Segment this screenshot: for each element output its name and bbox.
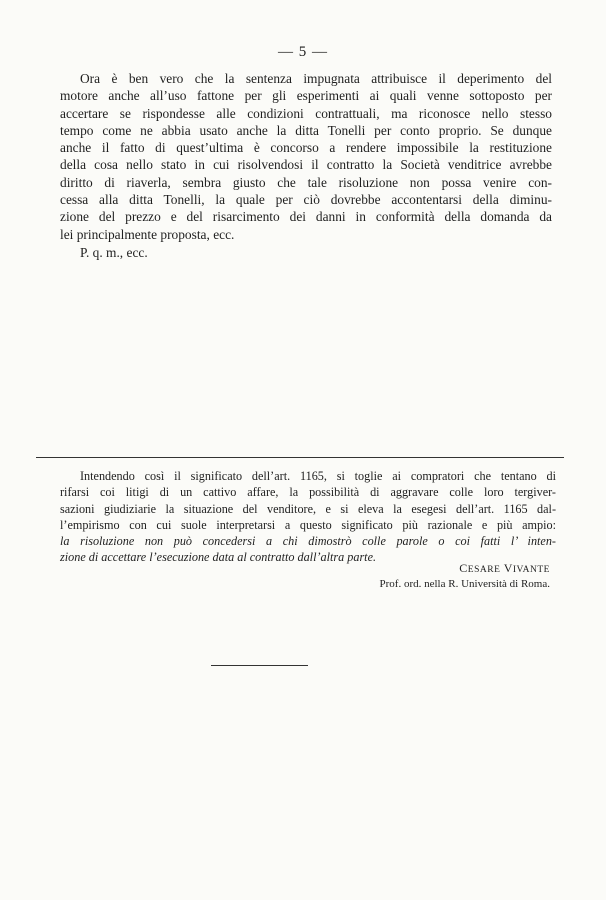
end-rule [211, 665, 308, 666]
text-line: anche il fatto di quest’ultima è concorso a rendere impossibile la restituzione [60, 140, 552, 156]
signature-last-rest: IVANTE [512, 565, 550, 575]
closing-formula: P. q. m., ecc. [80, 244, 148, 260]
text-line: zione del prezzo e del risarcimento dei danni in conformità della domanda da [60, 209, 552, 225]
signature-name [300, 561, 550, 576]
text-line: tempo come ne abbia usato anche la ditta Tonelli per conto proprio. Se dunque [60, 122, 552, 138]
signature-last-initial: V [503, 561, 513, 575]
text-line: lei principalmente proposta, ecc. [60, 226, 235, 242]
page-number: — 5 — [278, 44, 328, 60]
section-divider [36, 457, 564, 458]
annotation-note [60, 468, 556, 566]
signature-title: Prof. ord. nella R. Università di Roma. [379, 578, 550, 590]
signature-first-initial: C [459, 561, 468, 575]
signature-first-rest: ESARE [467, 565, 501, 575]
main-text [60, 70, 552, 261]
text-line: Ora è ben vero che la sentenza impugnata attribuisce il deperimento del [80, 71, 552, 86]
text-line: della cosa nello stato in cui risolvendosi il contratto la Società venditrice avrebbe [60, 157, 552, 173]
note-line: sazioni giudiziarie la situazione del venditore, e si eleva la esegesi dell’art. 1165 dal- [60, 501, 556, 516]
text-line: diritto di riaverla, sembra giusto che tale risoluzione non possa venire con- [60, 174, 552, 190]
note-italic-line: la risoluzione non può concedersi a chi dimostrò colle parole o coi fatti l’ inten- [60, 534, 556, 549]
note-line: l’empirismo con cui suole interpretarsi a questo significato più razionale e più ampio: [60, 517, 556, 532]
text-line: cessa alla ditta Tonelli, la quale per ciò dovrebbe accontentarsi della diminu- [60, 192, 552, 208]
text-line: accertare se rispondesse alle condizioni contrattuali, ma riconosce nello stesso [60, 105, 552, 121]
note-italic-line: zione di accettare l’esecuzione data al contratto dall’altra parte. [60, 550, 377, 565]
text-line: motore anche all’uso fattone per gli esperimenti ai quali venne sottoposto per [60, 88, 552, 104]
note-line: Intendendo così il significato dell’art. 1165, si toglie ai compratori che tentano di [80, 469, 556, 483]
note-line: rifarsi coi litigi di un cattivo affare, la possibilità di aggravare colle loro tergiver- [60, 485, 556, 500]
